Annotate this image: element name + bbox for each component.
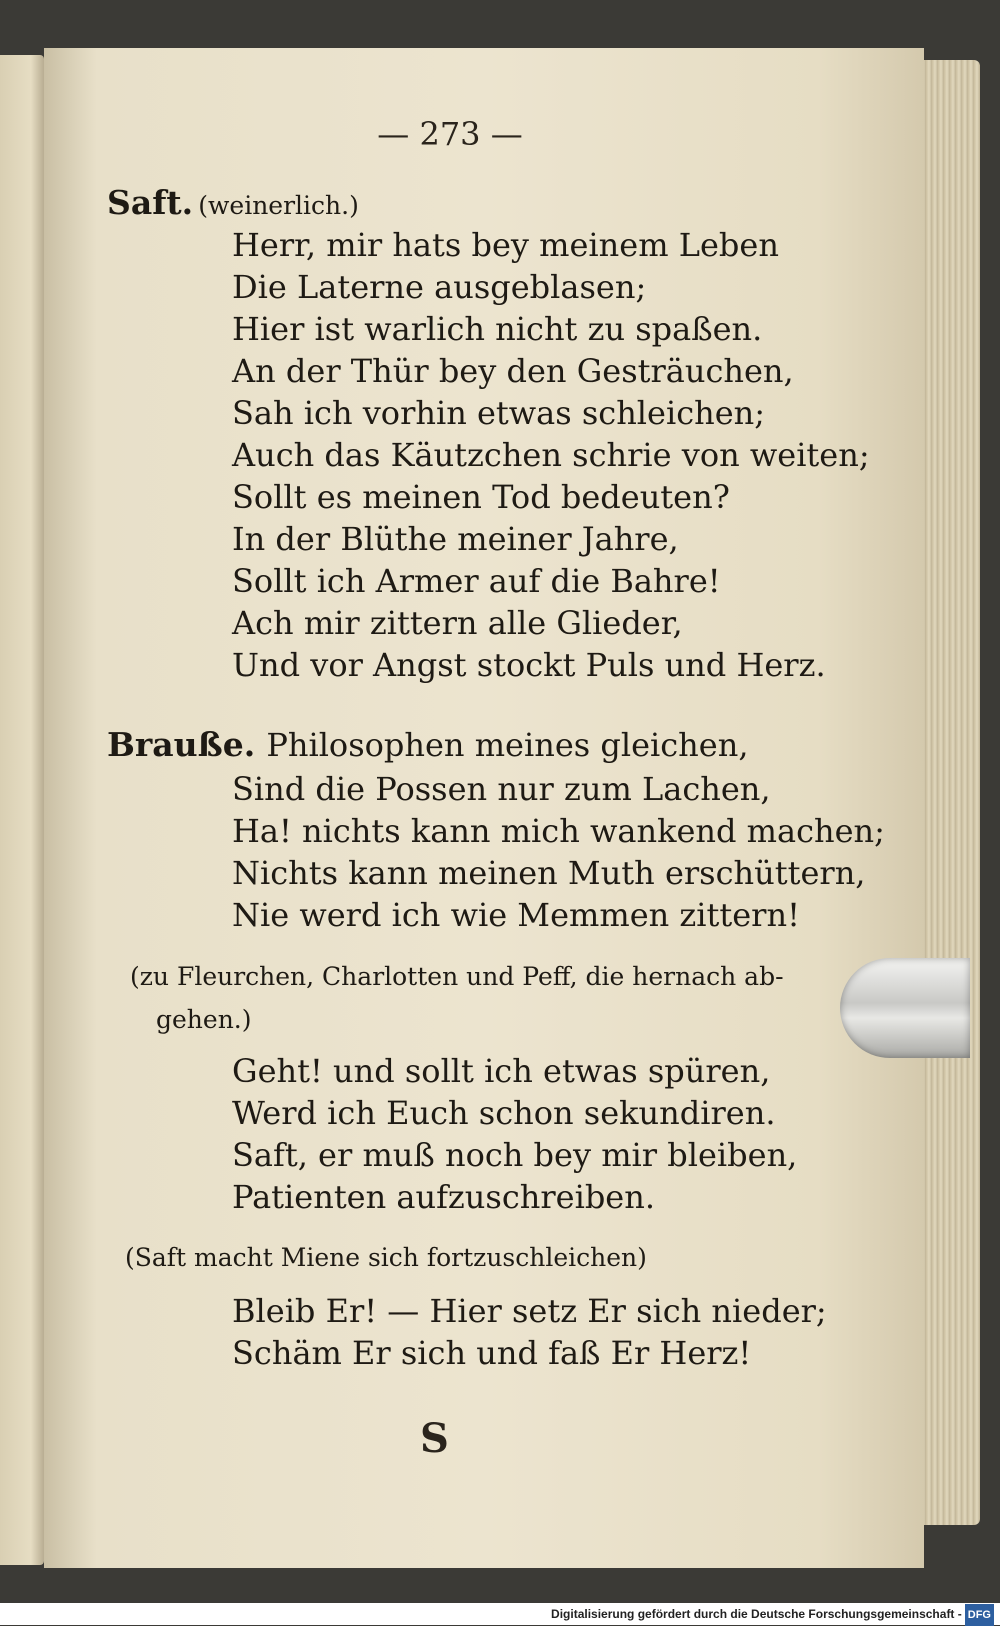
page-stack-edge — [920, 60, 980, 1525]
verse-block — [232, 1290, 827, 1374]
verse-line: Herr, mir hats bey meinem Leben — [232, 226, 779, 264]
left-page-edge — [0, 55, 44, 1565]
dfg-logo: DFG — [965, 1604, 994, 1626]
verse-line: Bleib Er! — Hier setz Er sich nieder; — [232, 1292, 827, 1330]
verse-line: Geht! und sollt ich etwas spüren, — [232, 1052, 771, 1090]
verse-line: Werd ich Euch schon sekundiren. — [232, 1094, 776, 1132]
verse-line: An der Thür bey den Gesträuchen, — [232, 352, 794, 390]
verse-line: Ha! nichts kann mich wankend machen; — [232, 812, 885, 850]
verse-line: Sah ich vorhin etwas schleichen; — [232, 394, 766, 432]
speaker-heading — [107, 724, 748, 766]
verse-line: Die Laterne ausgeblasen; — [232, 268, 647, 306]
verse-block — [232, 1050, 797, 1218]
verse-line: Ach mir zittern alle Glieder, — [232, 604, 683, 642]
verse-line: Saft, er muß noch bey mir bleiben, — [232, 1136, 798, 1174]
signature-mark: S — [420, 1415, 449, 1462]
digitization-footer — [0, 1603, 1000, 1625]
verse-line: In der Blüthe meiner Jahre, — [232, 520, 679, 558]
verse-line: Und vor Angst stockt Puls und Herz. — [232, 646, 826, 684]
speaker-name: Saft. — [107, 183, 194, 222]
verse-line: Nichts kann meinen Muth erschüttern, — [232, 854, 866, 892]
speaker-heading — [107, 183, 359, 222]
stage-direction: (weinerlich.) — [198, 191, 359, 220]
verse-block — [232, 224, 870, 686]
verse-line: Philosophen meines gleichen, — [266, 726, 749, 764]
speaker-name: Brauße. — [107, 725, 256, 764]
verse-line: Sollt es meinen Tod bedeuten? — [232, 478, 730, 516]
footer-text: Digitalisierung gefördert durch die Deutsche Forschungsgemeinschaft - — [551, 1607, 962, 1621]
stage-direction: (zu Fleurchen, Charlotten und Peff, die hernach ab- — [130, 962, 784, 991]
page-clip — [840, 958, 970, 1058]
verse-line: Nie werd ich wie Memmen zittern! — [232, 896, 800, 934]
stage-direction: (Saft macht Miene sich fortzuschleichen) — [125, 1243, 647, 1272]
page-number: — 273 — — [377, 115, 523, 153]
verse-line: Auch das Käutzchen schrie von weiten; — [232, 436, 870, 474]
verse-block — [232, 768, 885, 936]
stage-direction: gehen.) — [156, 1005, 252, 1034]
verse-line: Hier ist warlich nicht zu spaßen. — [232, 310, 763, 348]
verse-line: Sollt ich Armer auf die Bahre! — [232, 562, 721, 600]
verse-line: Sind die Possen nur zum Lachen, — [232, 770, 771, 808]
verse-line: Schäm Er sich und faß Er Herz! — [232, 1334, 752, 1372]
verse-line: Patienten aufzuschreiben. — [232, 1178, 656, 1216]
